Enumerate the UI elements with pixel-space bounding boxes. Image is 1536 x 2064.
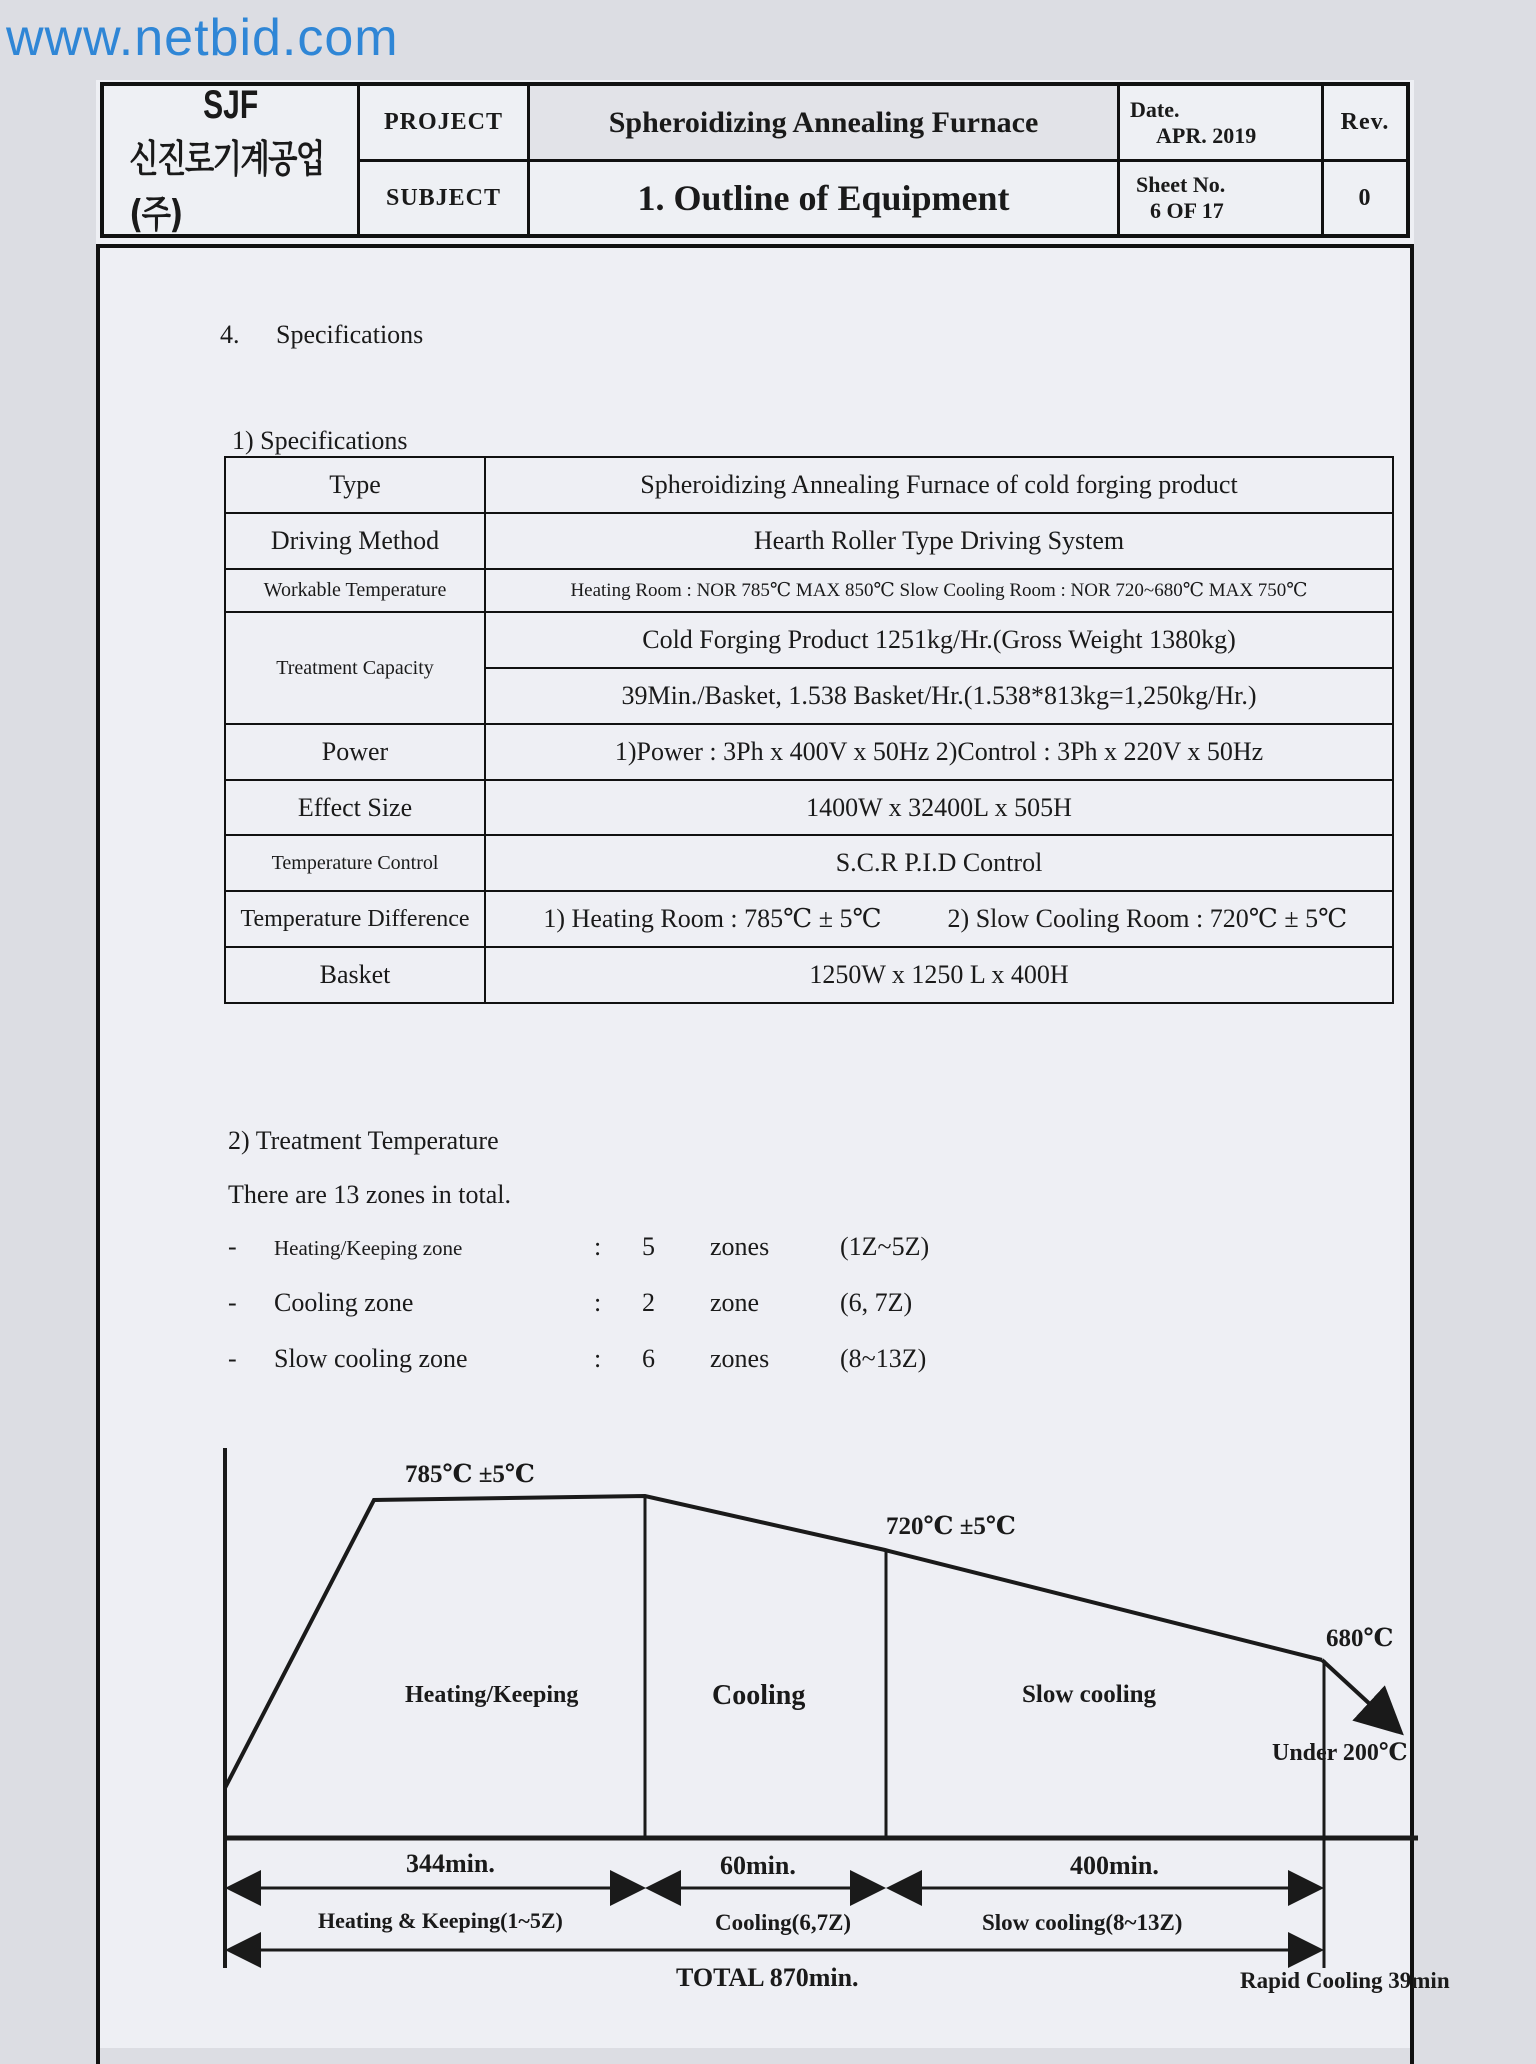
label-dur-heating: 344min. [406,1849,495,1878]
spec-key: Treatment Capacity [225,612,485,724]
zone-count: 6 [642,1344,655,1373]
zone-name: Slow cooling zone [274,1344,468,1373]
spec-value: Heating Room : NOR 785℃ MAX 850℃ Slow Cooling Room : NOR 720~680℃ MAX 750℃ [485,569,1393,613]
spec-value: S.C.R P.I.D Control [485,835,1393,891]
rapid-cooling-arrow [1322,1660,1398,1730]
logo-mark: SJF [202,82,259,127]
label-temp-heating: 785℃ ±5℃ [405,1461,535,1488]
zone-unit: zones [710,1344,770,1373]
temp-diff-slow: 2) Slow Cooling Room : 720℃ ± 5℃ [947,904,1348,934]
section-title: Specifications [276,320,424,349]
zone-range: (1Z~5Z) [840,1232,930,1261]
spec-key: Temperature Difference [225,891,485,947]
zone-dash: - [228,1344,237,1373]
label-phase-slow: Slow cooling [1022,1681,1157,1708]
label-temp-slow: 720℃ ±5℃ [886,1513,1016,1540]
rev-value: 0 [1358,184,1372,211]
subject-label: SUBJECT [360,162,530,234]
spec-value: 1400W x 32400L x 505H [485,780,1393,836]
project-label: PROJECT [360,86,530,162]
zone-name: Heating/Keeping zone [274,1236,463,1260]
project-value: Spheroidizing Annealing Furnace [530,86,1120,162]
temperature-curve [225,1496,1322,1788]
zone-count: 5 [642,1232,655,1261]
spec-value: 1)Power : 3Ph x 400V x 50Hz 2)Control : 3Ph x 220V x 50Hz [485,724,1393,780]
spec-key: Workable Temperature [225,569,485,613]
zones-note: There are 13 zones in total. [228,1180,511,1209]
spec-key: Basket [225,947,485,1003]
label-phase-heating: Heating/Keeping [405,1682,579,1708]
temp-diff-heating: 1) Heating Room : 785℃ ± 5℃ [543,904,882,934]
spec-value: Spheroidizing Annealing Furnace of cold forging product [485,457,1393,513]
zone-unit: zone [710,1288,760,1317]
label-rapid-cooling: Rapid Cooling 39min [1240,1968,1450,1993]
zone-range: (6, 7Z) [840,1288,913,1317]
date-label: Date. [1130,96,1180,122]
spec-value: Cold Forging Product 1251kg/Hr.(Gross Weight 1380kg) [485,612,1393,668]
treatment-heading: 2) Treatment Temperature [228,1126,499,1155]
rev-label: Rev. [1324,86,1406,162]
zone-dash: - [228,1288,237,1317]
spec-key: Driving Method [225,513,485,569]
zone-unit: zones [710,1232,770,1261]
spec-value: Hearth Roller Type Driving System [485,513,1393,569]
spec-key: Type [225,457,485,513]
label-dur-slow: 400min. [1070,1851,1159,1880]
label-zone-heating: Heating & Keeping(1~5Z) [318,1908,563,1933]
label-dur-cooling: 60min. [720,1851,796,1880]
section-number: 4. [220,320,240,349]
zone-dash: - [228,1232,237,1261]
subject-value: 1. Outline of Equipment [530,162,1120,234]
zone-colon: : [594,1288,602,1317]
watermark: www.netbid.com [6,9,399,67]
spec-key: Power [225,724,485,780]
zone-count: 2 [642,1288,655,1317]
spec-key: Effect Size [225,780,485,836]
label-zone-cooling: Cooling(6,7Z) [715,1910,852,1935]
spec-value: 1250W x 1250 L x 400H [485,947,1393,1003]
zone-colon: : [594,1344,602,1373]
sheet-value: 6 OF 17 [1150,198,1224,223]
date-value: APR. 2019 [1156,122,1257,148]
spec-value-secondary: 39Min./Basket, 1.538 Basket/Hr.(1.538*813kg=1,250kg/Hr.) [485,668,1393,724]
label-temp-under: Under 200℃ [1272,1740,1408,1766]
zone-name: Cooling zone [274,1288,414,1317]
logo-company-name: 신진로기계공업(주) [129,136,324,236]
zone-colon: : [594,1232,602,1261]
label-phase-cooling: Cooling [712,1680,806,1711]
sheet-label: Sheet No. [1136,172,1226,197]
label-total: TOTAL 870min. [676,1963,859,1992]
label-zone-slow: Slow cooling(8~13Z) [982,1910,1183,1935]
specs-heading: 1) Specifications [232,426,408,455]
spec-key: Temperature Control [225,835,485,891]
zone-range: (8~13Z) [840,1344,927,1373]
label-temp-end: 680℃ [1326,1625,1394,1652]
